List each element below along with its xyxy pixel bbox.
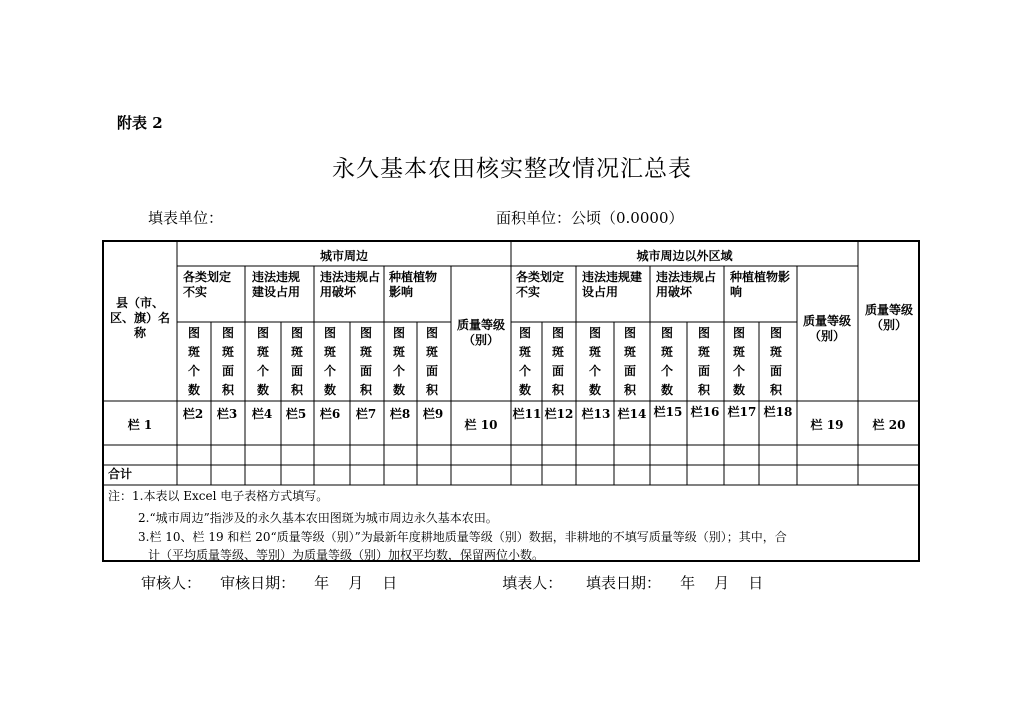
right-category-misdesignation: 各类划定不实 (516, 270, 565, 299)
column-number-11: 栏11 (512, 407, 542, 421)
patch-count-header: 图斑个数 (660, 326, 673, 397)
total-row-label: 合计 (108, 467, 133, 481)
patch-area-header: 图斑面积 (551, 326, 564, 397)
column-number-16: 栏16 (690, 405, 720, 419)
patch-count-header: 图斑个数 (256, 326, 269, 397)
patch-count-header: 图斑个数 (588, 326, 601, 397)
column-number-13: 栏13 (581, 407, 611, 421)
right-category-planting-impact: 种植植物影响 (730, 270, 791, 299)
patch-area-header: 图斑面积 (359, 326, 372, 397)
column-number-6: 栏6 (319, 407, 341, 421)
column-number-5: 栏5 (285, 407, 307, 421)
quality-grade-header-col20: 质量等级（别） (864, 303, 913, 332)
column-number-4: 栏4 (251, 407, 273, 421)
quality-grade-header-col19: 质量等级（别） (802, 314, 851, 343)
column-number-2: 栏2 (182, 407, 204, 421)
column-number-14: 栏14 (617, 407, 647, 421)
signature-line: 审核人： 审核日期： 年 月 日 填表人： 填表日期： 年 月 日 (141, 574, 764, 592)
fill-unit-label: 填表单位： (148, 209, 224, 227)
column-number-15: 栏15 (653, 405, 683, 419)
column-number-17: 栏17 (727, 405, 757, 419)
patch-area-header: 图斑面积 (769, 326, 782, 397)
group-header-urban-periphery: 城市周边 (319, 249, 368, 263)
column-number-1: 栏 1 (127, 418, 153, 432)
left-category-illegal-damage: 违法违规占用破坏 (320, 270, 381, 299)
column-number-18: 栏18 (763, 405, 793, 419)
column-number-7: 栏7 (355, 407, 377, 421)
patch-area-header: 图斑面积 (623, 326, 636, 397)
group-header-outside-urban-periphery: 城市周边以外区域 (636, 249, 733, 263)
column-number-9: 栏9 (422, 407, 444, 421)
note-line-1: 注：1.本表以 Excel 电子表格方式填写。 (108, 489, 329, 503)
column-number-8: 栏8 (389, 407, 411, 421)
column-number-20: 栏 20 (872, 418, 906, 432)
right-category-illegal-construction: 违法违规建设占用 (582, 270, 643, 299)
patch-area-header: 图斑面积 (697, 326, 710, 397)
patch-count-header: 图斑个数 (392, 326, 405, 397)
note-line-3b: 计（平均质量等级、等别）为质量等级（别）加权平均数，保留两位小数。 (148, 548, 545, 562)
column-number-10: 栏 10 (464, 418, 498, 432)
note-line-3a: 3.栏 10、栏 19 和栏 20“质量等级（别）”为最新年度耕地质量等级（别）数据，非耕地的不填写质量等级（别）；其中，合 (138, 530, 787, 544)
column-number-19: 栏 19 (810, 418, 844, 432)
column-number-3: 栏3 (216, 407, 238, 421)
area-unit-label: 面积单位：公顷（0.0000） (496, 209, 684, 227)
patch-count-header: 图斑个数 (518, 326, 531, 397)
left-category-illegal-construction: 违法违规建设占用 (252, 270, 301, 299)
note-line-2: 2.“城市周边”指涉及的永久基本农田图斑为城市周边永久基本农田。 (138, 511, 498, 525)
right-category-illegal-damage: 违法违规占用破坏 (656, 270, 717, 299)
patch-count-header: 图斑个数 (323, 326, 336, 397)
left-category-planting-impact: 种植植物影响 (389, 270, 438, 299)
patch-area-header: 图斑面积 (425, 326, 438, 397)
left-category-misdesignation: 各类划定不实 (183, 270, 232, 299)
county-name-header: 县（市、区、旗）名称 (109, 296, 170, 340)
column-number-12: 栏12 (544, 407, 574, 421)
patch-area-header: 图斑面积 (221, 326, 234, 397)
patch-area-header: 图斑面积 (290, 326, 303, 397)
quality-grade-header-col10: 质量等级（别） (456, 318, 505, 347)
patch-count-header: 图斑个数 (732, 326, 745, 397)
patch-count-header: 图斑个数 (187, 326, 200, 397)
page-title: 永久基本农田核实整改情况汇总表 (332, 156, 692, 182)
attachment-label: 附表 2 (117, 114, 163, 132)
